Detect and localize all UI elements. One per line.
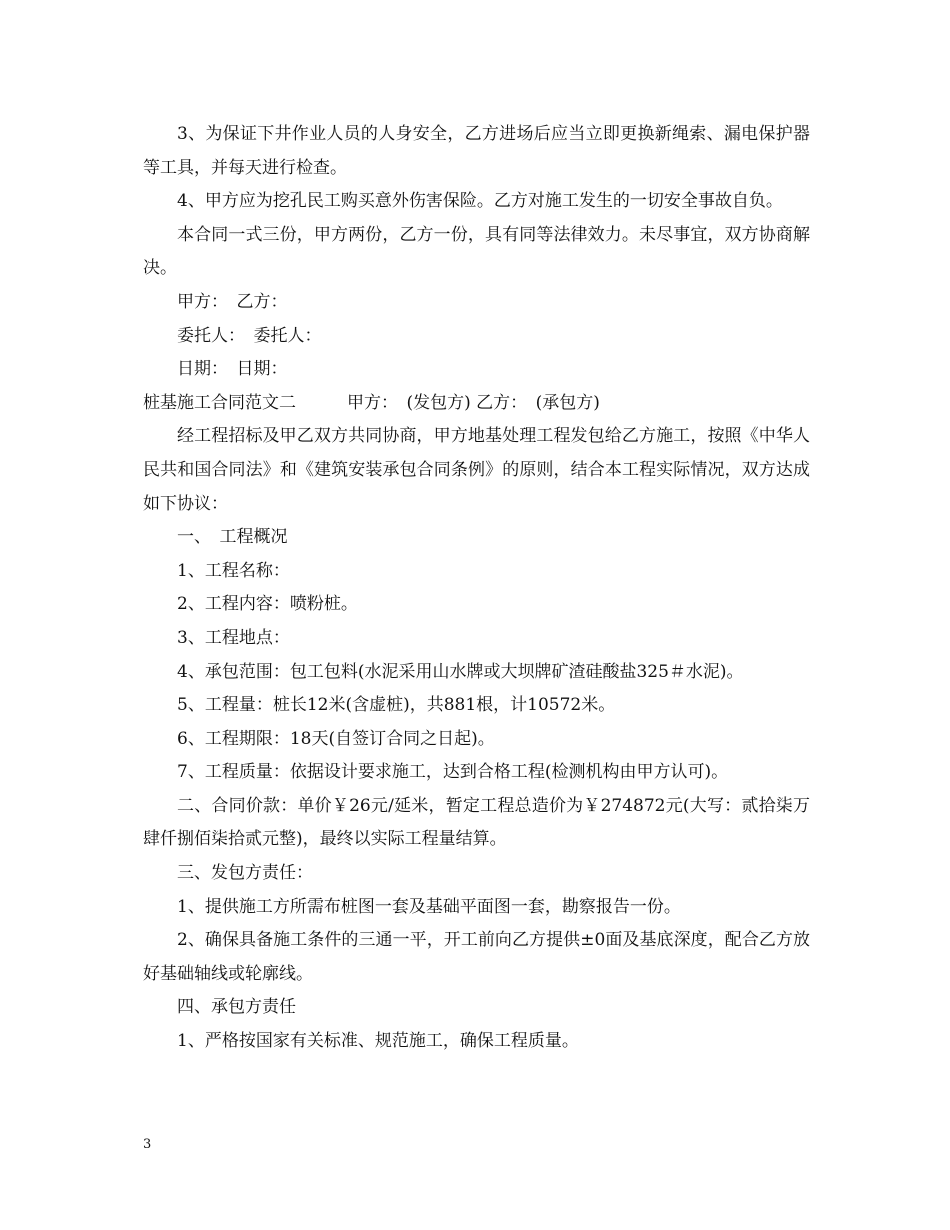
section-heading-overview: 一、 工程概况 [177,527,288,548]
contract-two-heading: 桩基施工合同范文二 甲方： (发包方) 乙方： (承包方) [143,392,600,413]
section-heading-contractor-duties: 四、承包方责任 [177,997,296,1018]
document-body [143,118,810,1059]
signature-agents: 委托人： 委托人： [177,325,322,346]
paragraph-copies: 本合同一式三份，甲方两份，乙方一份，具有同等法律效力。未尽事宜，双方协商解决。 [143,224,810,279]
item-project-content: 2、工程内容：喷粉桩。 [177,594,358,615]
item-quality: 7、工程质量：依据设计要求施工，达到合格工程(检测机构由甲方认可)。 [177,762,729,783]
item-standards: 1、严格按国家有关标准、规范施工，确保工程质量。 [177,1031,579,1052]
signature-dates: 日期： 日期： [177,359,288,380]
page-number: 3 [143,1137,152,1152]
item-duration: 6、工程期限：18天(自签订合同之日起)。 [177,728,495,749]
item-drawings: 1、提供施工方所需布桩图一套及基础平面图一套，勘察报告一份。 [177,896,681,917]
item-project-location: 3、工程地点： [177,627,290,648]
section-heading-employer-duties: 三、发包方责任： [177,863,313,884]
section-contract-price: 二、合同价款：单价￥26元/延米，暂定工程总造价为￥274872元(大写：贰拾柒万肆仟捌佰柒拾贰元整)，最终以实际工程量结算。 [143,795,810,850]
signature-parties: 甲方： 乙方： [177,291,288,312]
paragraph-insurance: 4、甲方应为挖孔民工购买意外伤害保险。乙方对施工发生的一切安全事故自负。 [177,191,783,212]
paragraph-preamble: 经工程招标及甲乙双方共同协商，甲方地基处理工程发包给乙方施工，按照《中华人民共和国合同法》和《建筑安装承包合同条例》的原则，结合本工程实际情况，双方达成如下协议： [143,426,810,514]
item-contract-scope: 4、承包范围：包工包料(水泥采用山水牌或大坝牌矿渣硅酸盐325＃水泥)。 [177,661,744,682]
item-quantity: 5、工程量：桩长12米(含虚桩)，共881根，计10572米。 [177,695,616,716]
item-site-conditions: 2、确保具备施工条件的三通一平，开工前向乙方提供±0面及基底深度，配合乙方放好基础轴线或轮廓线。 [143,930,810,984]
item-project-name: 1、工程名称： [177,560,290,581]
paragraph-safety-ropes: 3、为保证下井作业人员的人身安全，乙方进场后应当立即更换新绳索、漏电保护器等工具，并每天进行检查。 [143,124,810,178]
